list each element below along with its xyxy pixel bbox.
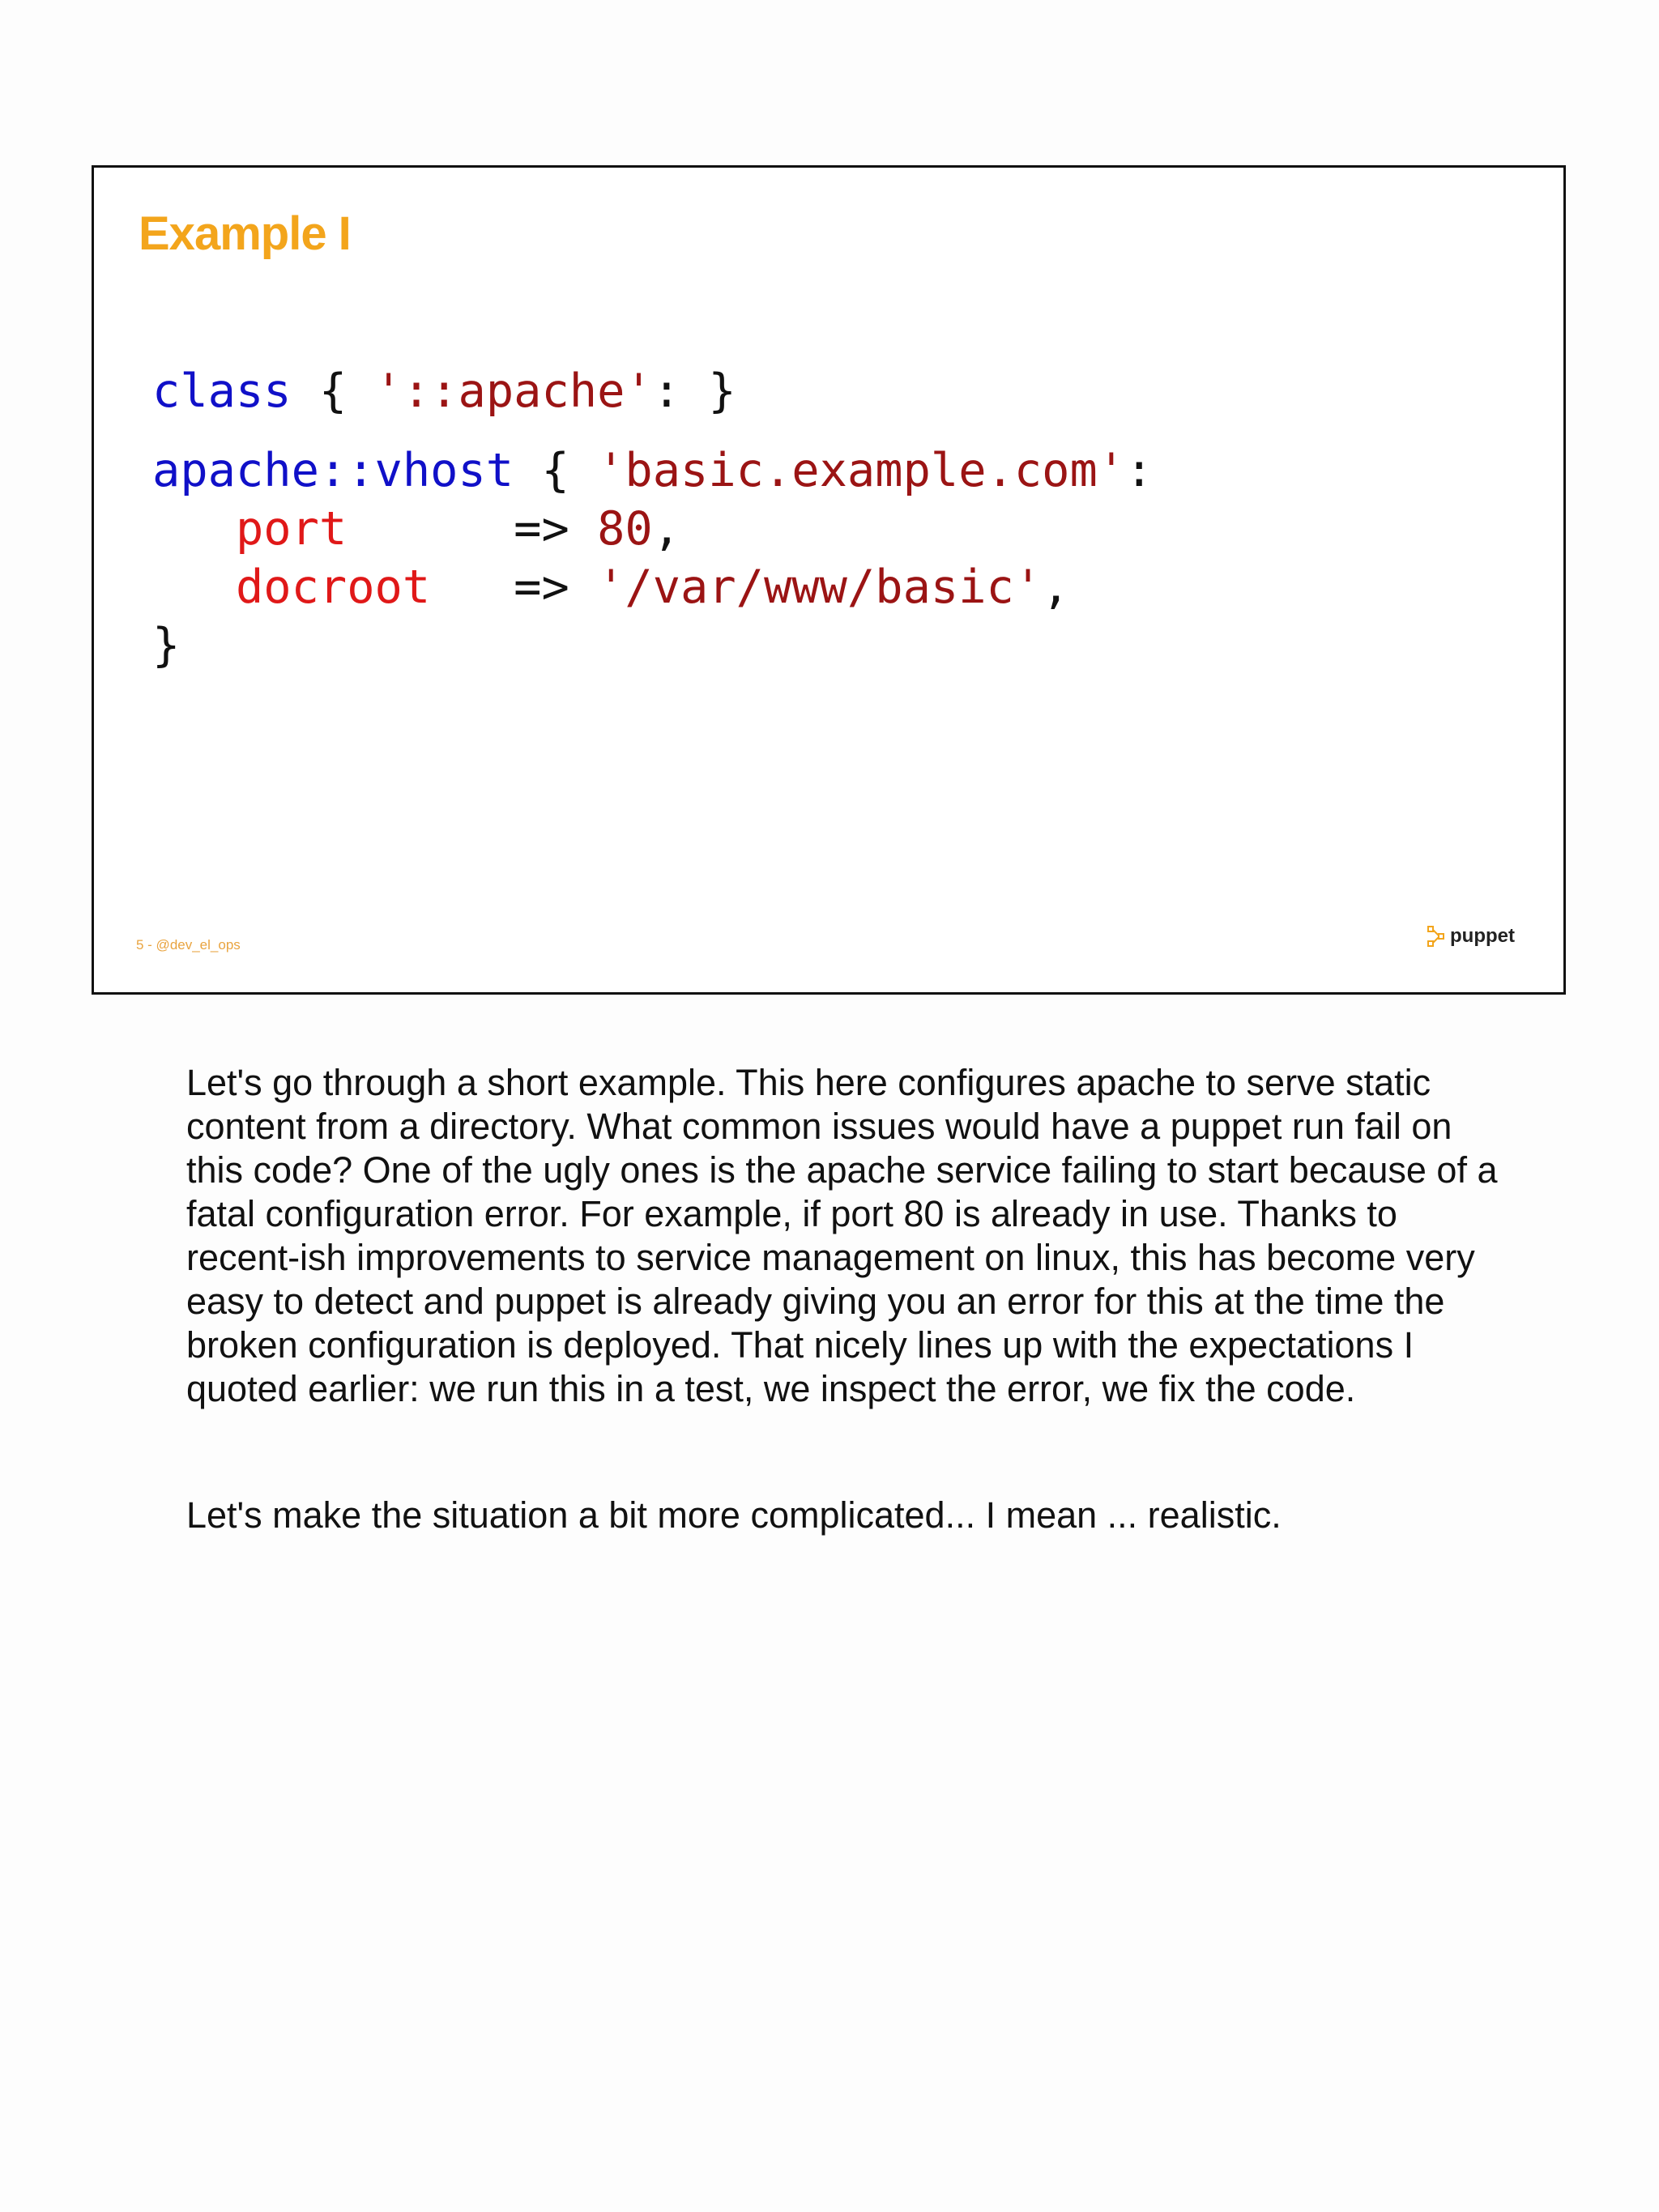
code-punct: { xyxy=(514,444,598,497)
code-string: 'basic.example.com' xyxy=(597,444,1126,497)
slide-footer: 5 - @dev_el_ops xyxy=(136,937,241,953)
code-line-4 xyxy=(152,558,1153,616)
code-keyword: class xyxy=(152,364,292,418)
puppet-logo-icon xyxy=(1427,926,1445,947)
code-arrow: => xyxy=(430,560,598,614)
notes-paragraph-2: Let's make the situation a bit more complicated... I mean ... realistic. xyxy=(186,1494,1282,1536)
slide-title: Example I xyxy=(139,207,351,260)
code-string: '::apache' xyxy=(374,364,653,418)
code-punct: , xyxy=(1042,560,1070,614)
code-punct: { xyxy=(291,364,375,418)
code-line-1 xyxy=(152,362,1153,420)
speaker-notes xyxy=(186,1061,1499,1537)
code-block xyxy=(152,362,1153,675)
code-value: '/var/www/basic' xyxy=(597,560,1043,614)
code-attribute: port xyxy=(235,502,348,556)
code-keyword: apache::vhost xyxy=(152,444,514,497)
code-punct: : } xyxy=(652,364,736,418)
code-punct: : xyxy=(1125,444,1154,497)
notes-paragraph-1: Let's go through a short example. This here configures apache to serve static content from a directory. What common issues would have a puppet run fail on this code? One of the ugly ones is the apache service failing to start because of a fatal configuration error. For example, if port 80 is already in use. Thanks to recent-ish improvements to service management on linux, this has become very easy to detect and puppet is already giving you an error for this at the time the broken configuration is deployed. That nicely lines up with the expectations I quoted earlier: we run this in a test, we inspect the error, we fix the code. xyxy=(186,1062,1498,1409)
slide xyxy=(92,165,1566,995)
code-value: 80 xyxy=(597,502,653,556)
code-attribute: docroot xyxy=(235,560,431,614)
code-line-3 xyxy=(152,500,1153,558)
code-line-5: } xyxy=(152,619,181,672)
puppet-logo xyxy=(1427,925,1515,948)
code-line-2 xyxy=(152,441,1153,500)
logo-text: puppet xyxy=(1450,925,1515,947)
code-arrow: => xyxy=(347,502,598,556)
code-punct: , xyxy=(652,502,681,556)
